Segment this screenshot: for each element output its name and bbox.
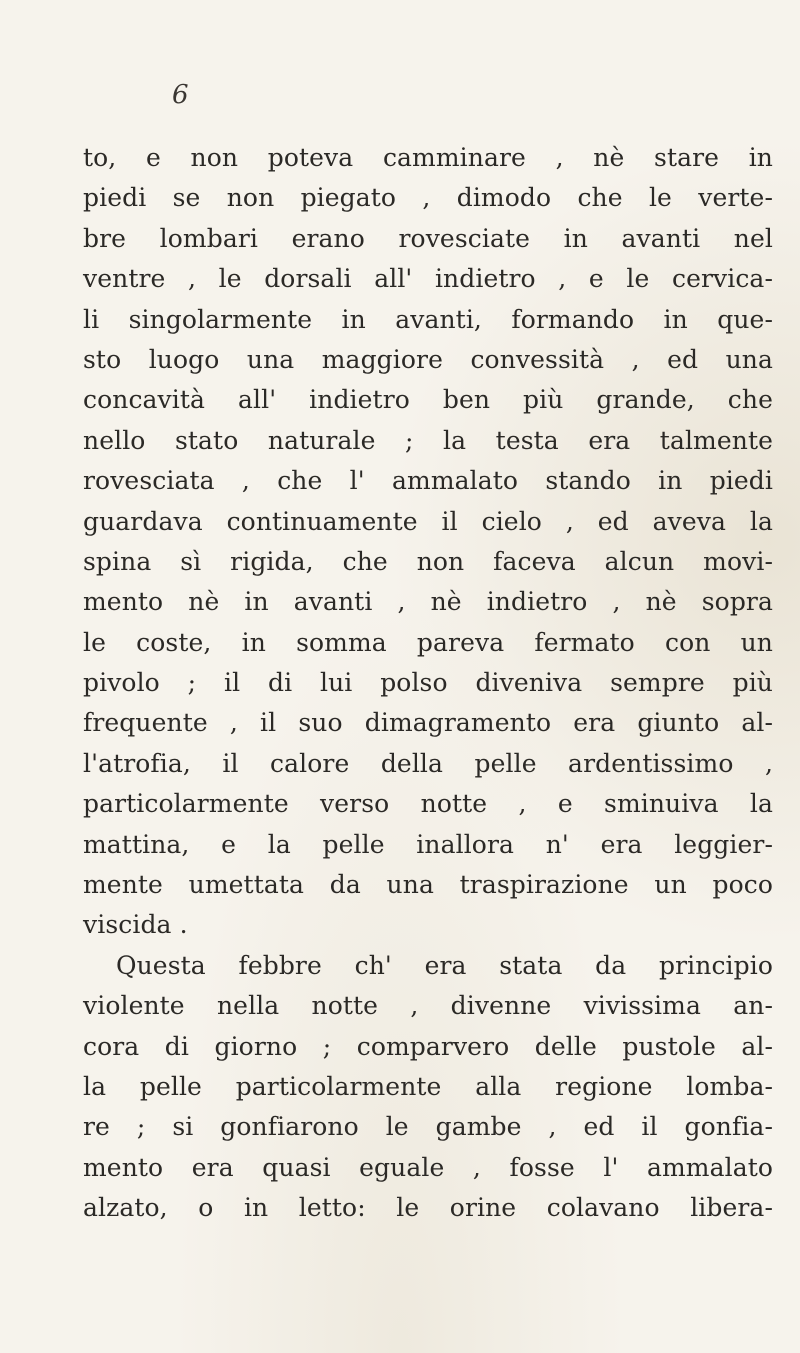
text-line: particolarmente verso notte , e sminuiva la <box>83 789 773 819</box>
text-line: spina sì rigida, che non faceva alcun movi- <box>83 546 773 576</box>
text-line: ventre , le dorsali all' indietro , e le cervica- <box>83 264 773 294</box>
text-line: frequente , il suo dimagramento era giunto al- <box>83 708 773 738</box>
body-text <box>83 138 773 1229</box>
text-line: pivolo ; il di lui polso diveniva sempre più <box>83 668 773 698</box>
text-line: mente umettata da una traspirazione un poco <box>83 870 773 900</box>
text-line: violente nella notte , divenne vivissima an- <box>83 991 773 1021</box>
text-line: bre lombari erano rovesciate in avanti nel <box>83 223 773 253</box>
text-line: li singolarmente in avanti, formando in que- <box>83 304 773 334</box>
text-line: cora di giorno ; comparvero delle pustole al- <box>83 1031 773 1061</box>
text-line: mattina, e la pelle inallora n' era leggier- <box>83 829 773 859</box>
text-line: re ; si gonfiarono le gambe , ed il gonfia- <box>83 1112 773 1142</box>
page-number: 6 <box>172 80 189 110</box>
text-line: la pelle particolarmente alla regione lomba- <box>83 1071 773 1101</box>
text-line: piedi se non piegato , dimodo che le verte- <box>83 183 773 213</box>
paragraph-start-line: Questa febbre ch' era stata da principio <box>116 950 773 980</box>
text-line: le coste, in somma pareva fermato con un <box>83 627 773 657</box>
text-line: concavità all' indietro ben più grande, che <box>83 385 773 415</box>
text-line: mento nè in avanti , nè indietro , nè sopra <box>83 587 773 617</box>
text-line: mento era quasi eguale , fosse l' ammalato <box>83 1152 773 1182</box>
text-line: alzato, o in letto: le orine colavano libera- <box>83 1193 773 1223</box>
text-line: sto luogo una maggiore convessità , ed una <box>83 344 773 374</box>
paragraph-end-line: viscida . <box>83 910 188 940</box>
text-line: guardava continuamente il cielo , ed aveva la <box>83 506 773 536</box>
text-line: to, e non poteva camminare , nè stare in <box>83 143 773 172</box>
text-line: nello stato naturale ; la testa era talmente <box>83 425 773 455</box>
text-line: l'atrofia, il calore della pelle ardentissimo , <box>83 748 773 778</box>
text-line: rovesciata , che l' ammalato stando in piedi <box>83 466 773 496</box>
